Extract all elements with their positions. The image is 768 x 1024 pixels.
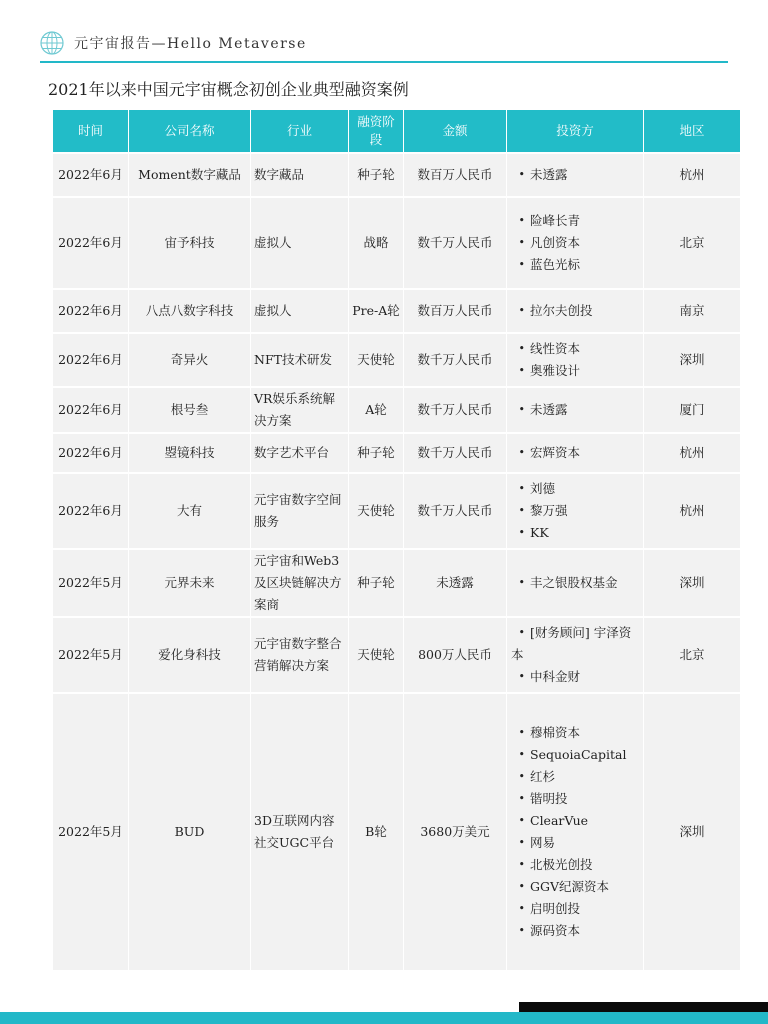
cell-region: 北京 [644,617,741,693]
column-header-stage: 融资阶段 [349,110,404,153]
cell-date: 2022年6月 [53,289,129,333]
table-header-row [53,110,741,153]
cell-industry: 数字艺术平台 [251,433,349,473]
cell-stage: 种子轮 [349,549,404,617]
column-header-region: 地区 [644,110,741,153]
investor-item: • 刘德 [511,478,641,500]
cell-investors [507,473,644,549]
cell-investors [507,289,644,333]
investor-item: • 北极光创投 [511,854,641,876]
cell-company: 元界未来 [129,549,251,617]
cell-stage: Pre-A轮 [349,289,404,333]
globe-icon [40,31,64,55]
cell-stage: 天使轮 [349,473,404,549]
cell-investors [507,433,644,473]
investor-item: • 凡创资本 [511,232,641,254]
cell-industry: 3D互联网内容社交UGC平台 [251,693,349,971]
cell-amount: 数千万人民币 [404,433,507,473]
table-row [53,549,741,617]
cell-stage: 战略 [349,197,404,289]
page-title: 2021年以来中国元宇宙概念初创企业典型融资案例 [48,80,409,99]
cell-amount: 800万人民币 [404,617,507,693]
cell-investors [507,549,644,617]
cell-amount: 数千万人民币 [404,333,507,387]
cell-region: 深圳 [644,333,741,387]
cell-investors [507,197,644,289]
cell-company: 曌镜科技 [129,433,251,473]
cell-stage: 天使轮 [349,333,404,387]
cell-amount: 数千万人民币 [404,197,507,289]
investor-item: • 拉尔夫创投 [511,300,641,322]
cell-company: BUD [129,693,251,971]
cell-amount: 3680万美元 [404,693,507,971]
cell-company: Moment数字藏品 [129,153,251,197]
cell-company: 根号叁 [129,387,251,433]
cell-industry: 元宇宙和Web3及区块链解决方案商 [251,549,349,617]
investor-item: • 源码资本 [511,920,641,942]
financing-table [52,110,741,971]
cell-region: 深圳 [644,693,741,971]
cell-stage: A轮 [349,387,404,433]
table-row [53,387,741,433]
cell-industry: 虚拟人 [251,289,349,333]
cell-stage: 天使轮 [349,617,404,693]
investor-item: • 穆棉资本 [511,722,641,744]
table-row [53,617,741,693]
cell-company: 八点八数字科技 [129,289,251,333]
cell-stage: 种子轮 [349,153,404,197]
cell-amount: 数百万人民币 [404,289,507,333]
cell-region: 杭州 [644,433,741,473]
cell-investors [507,387,644,433]
cell-date: 2022年6月 [53,433,129,473]
cell-company: 奇异火 [129,333,251,387]
investor-item: • 红杉 [511,766,641,788]
report-header [40,30,307,56]
header-divider [40,61,728,63]
investor-item: • GGV纪源资本 [511,876,641,898]
investor-item: • 丰之银股权基金 [511,572,641,594]
investor-item: • 黎万强 [511,500,641,522]
cell-date: 2022年6月 [53,333,129,387]
investor-item: • 启明创投 [511,898,641,920]
investor-item: • 中科金财 [511,666,641,688]
footer-accent-bar [519,1002,768,1012]
cell-date: 2022年5月 [53,693,129,971]
footer-bar [0,1012,768,1024]
cell-region: 北京 [644,197,741,289]
cell-amount: 数百万人民币 [404,153,507,197]
column-header-investors: 投资方 [507,110,644,153]
cell-company: 宙予科技 [129,197,251,289]
cell-date: 2022年6月 [53,153,129,197]
table-row [53,693,741,971]
investor-item: • 锴明投 [511,788,641,810]
cell-date: 2022年5月 [53,617,129,693]
cell-industry: 元宇宙数字整合营销解决方案 [251,617,349,693]
column-header-industry: 行业 [251,110,349,153]
cell-region: 厦门 [644,387,741,433]
investor-item: • 奥雅设计 [511,360,641,382]
investor-item: • [财务顾问] 宇泽资本 [511,622,641,666]
investor-item: • KK [511,522,641,544]
table-row [53,333,741,387]
cell-region: 杭州 [644,153,741,197]
cell-company: 大有 [129,473,251,549]
investor-item: • SequoiaCapital [511,744,641,766]
report-brand: 元宇宙报告—Hello Metaverse [74,36,307,52]
investor-item: • 网易 [511,832,641,854]
cell-region: 南京 [644,289,741,333]
cell-industry: 虚拟人 [251,197,349,289]
investor-item: • ClearVue [511,810,641,832]
investor-item: • 未透露 [511,164,641,186]
cell-region: 深圳 [644,549,741,617]
column-header-amount: 金额 [404,110,507,153]
cell-date: 2022年6月 [53,473,129,549]
table-row [53,197,741,289]
column-header-company: 公司名称 [129,110,251,153]
investor-item: • 险峰长青 [511,210,641,232]
table-row [53,289,741,333]
cell-date: 2022年6月 [53,387,129,433]
cell-investors [507,693,644,971]
cell-investors [507,153,644,197]
cell-investors [507,617,644,693]
cell-industry: VR娱乐系统解决方案 [251,387,349,433]
cell-company: 爱化身科技 [129,617,251,693]
cell-industry: 数字藏品 [251,153,349,197]
cell-date: 2022年5月 [53,549,129,617]
column-header-date: 时间 [53,110,129,153]
cell-stage: 种子轮 [349,433,404,473]
cell-amount: 数千万人民币 [404,473,507,549]
table-row [53,473,741,549]
cell-date: 2022年6月 [53,197,129,289]
cell-amount: 未透露 [404,549,507,617]
investor-item: • 线性资本 [511,338,641,360]
cell-industry: 元宇宙数字空间服务 [251,473,349,549]
table-row [53,433,741,473]
investor-item: • 蓝色光标 [511,254,641,276]
cell-amount: 数千万人民币 [404,387,507,433]
investor-item: • 未透露 [511,399,641,421]
cell-stage: B轮 [349,693,404,971]
investor-item: • 宏辉资本 [511,442,641,464]
cell-investors [507,333,644,387]
cell-industry: NFT技术研发 [251,333,349,387]
table-row [53,153,741,197]
cell-region: 杭州 [644,473,741,549]
